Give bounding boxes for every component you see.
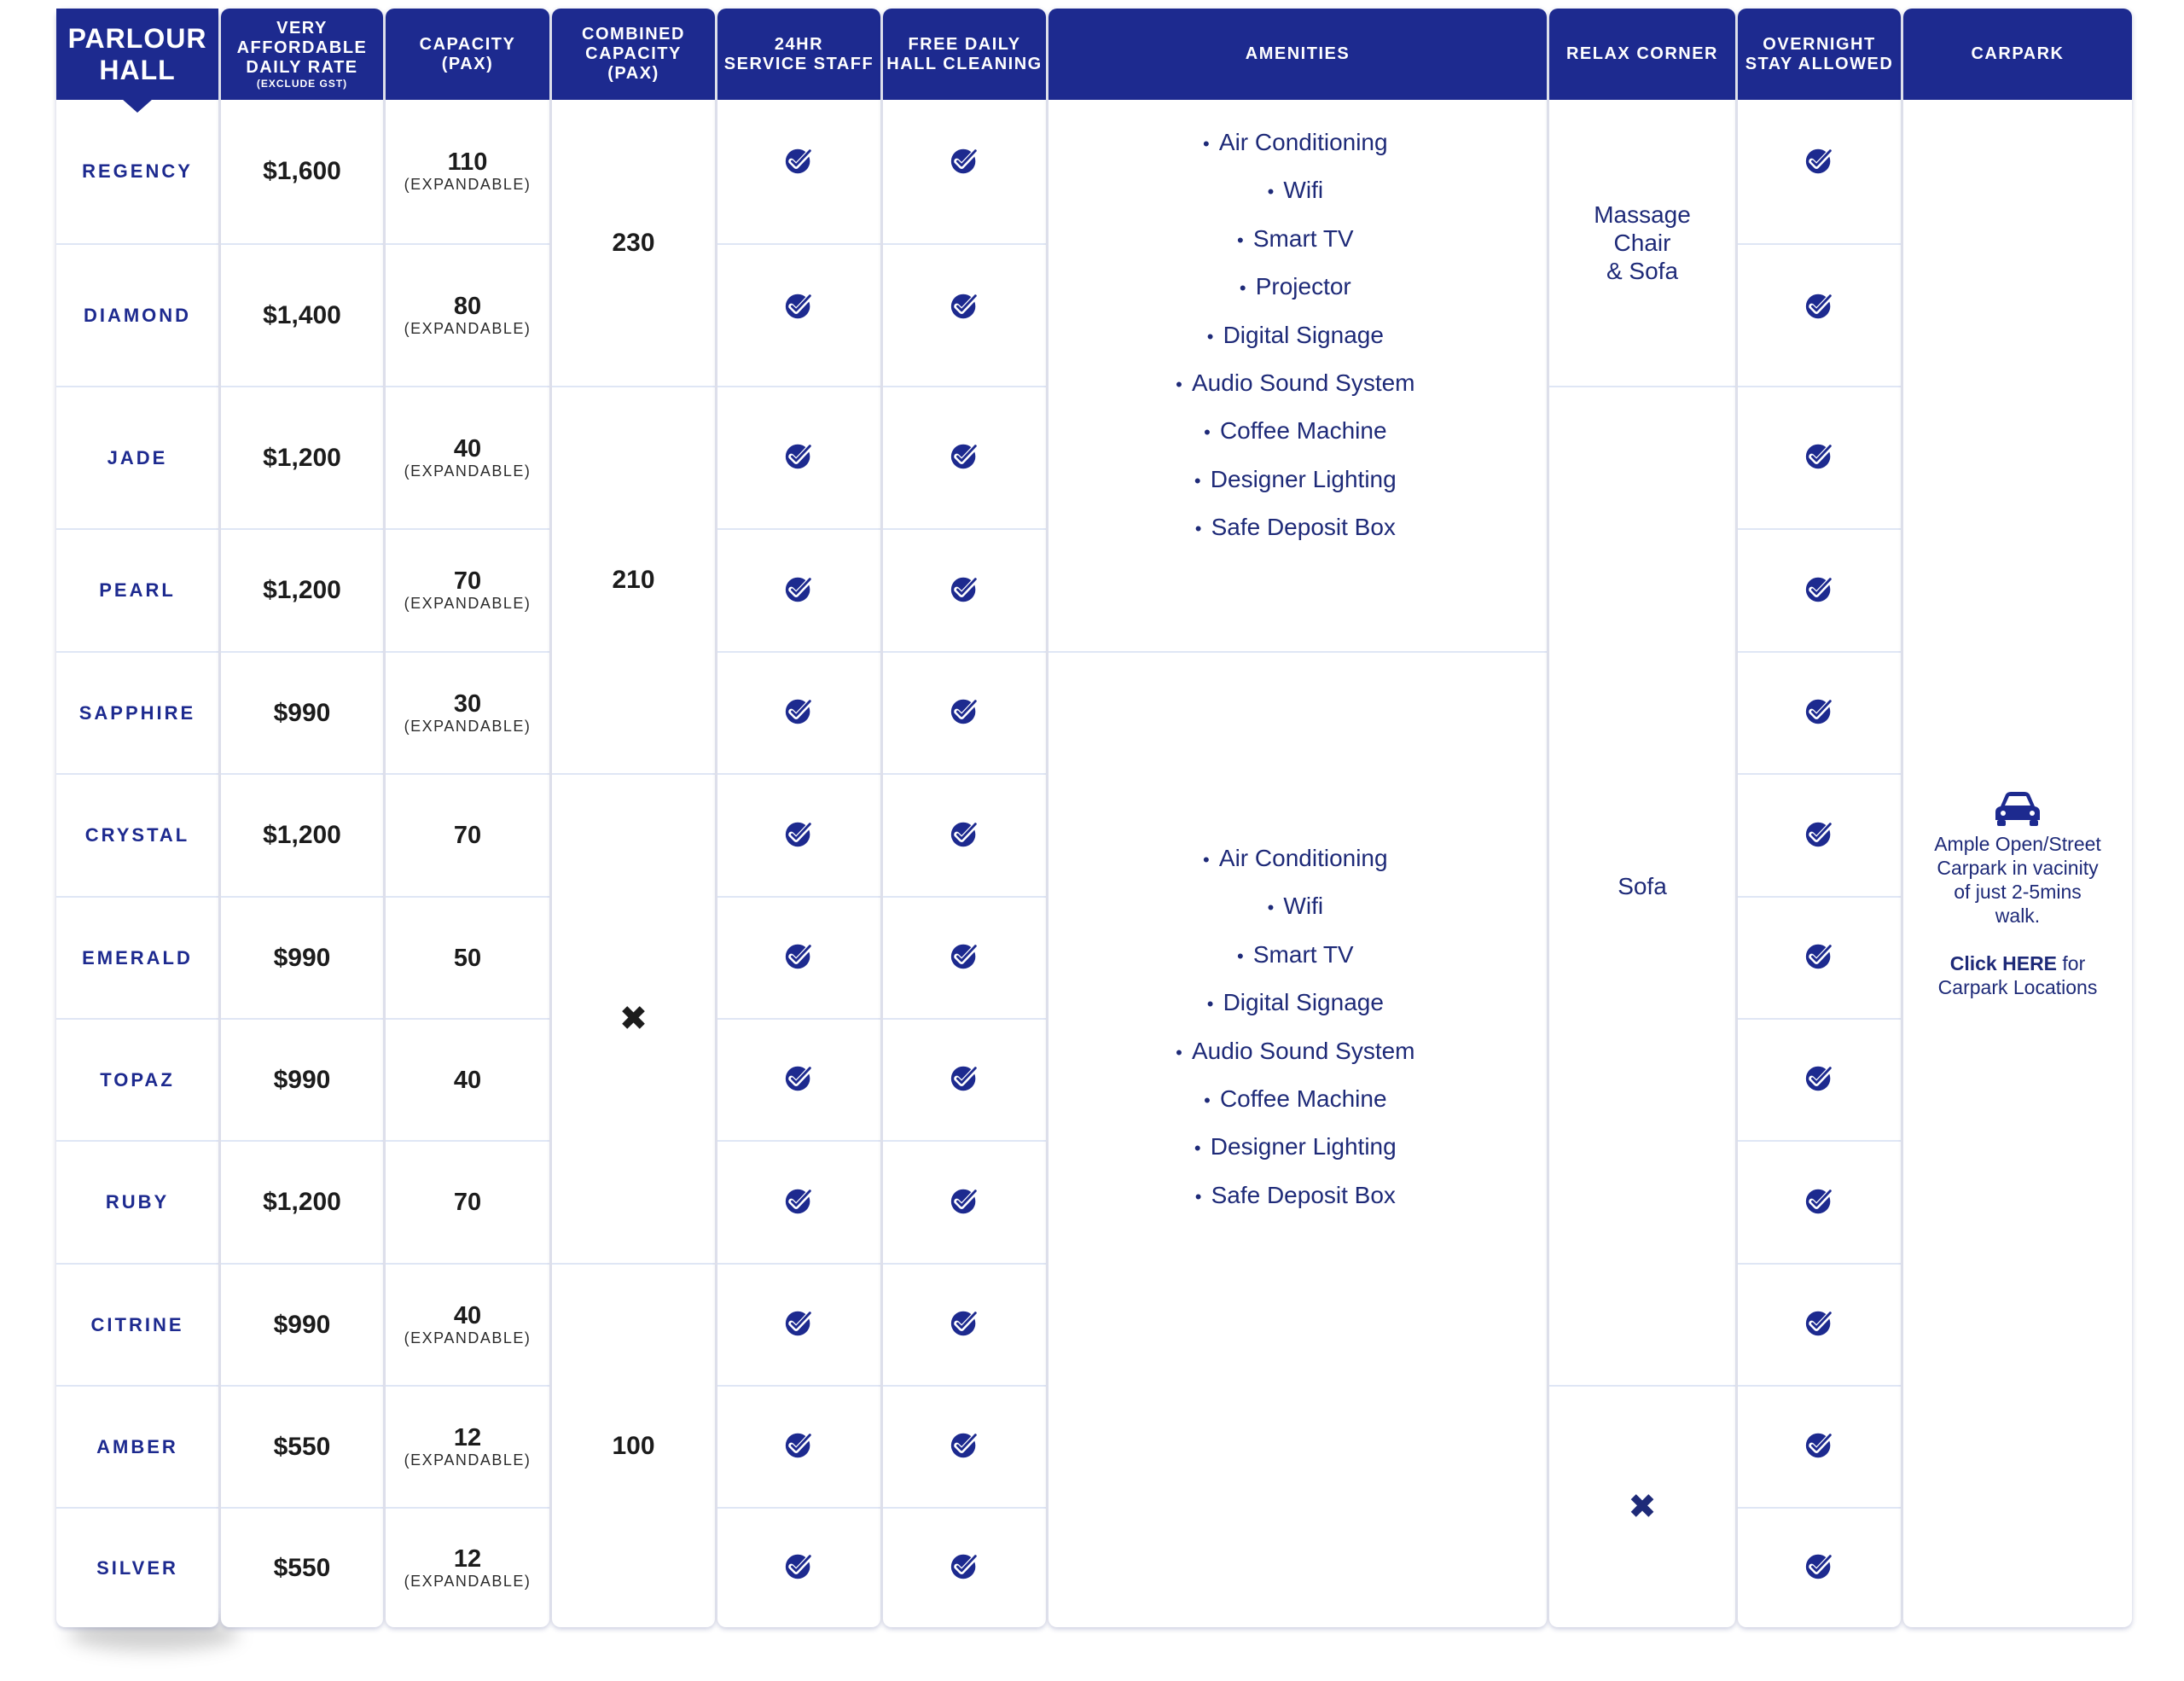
carpark-text: Ample Open/Street — [1934, 833, 2101, 855]
rate-cell — [221, 1018, 383, 1140]
overnight-stay-cell — [1738, 1018, 1901, 1140]
overnight-stay-header-line-2: STAY ALLOWED — [1745, 54, 1894, 73]
capacity-column — [386, 9, 549, 1627]
amenities-header-line-1: AMENITIES — [1245, 44, 1350, 63]
hall-cleaning-cell — [883, 528, 1046, 651]
cross-icon: ✖ — [619, 1000, 648, 1038]
amenity-item: • Digital Signage — [1166, 311, 1415, 359]
daily-rate: $1,200 — [263, 1188, 341, 1216]
check-badge-icon — [949, 1062, 981, 1098]
capacity-value: 12 — [453, 1544, 482, 1573]
parlour-hall-header-line-2: HALL — [99, 54, 176, 85]
check-badge-icon — [783, 939, 816, 976]
rate-cell — [221, 100, 383, 243]
amenities-cell — [1048, 651, 1547, 1627]
hall-cleaning-header-line-1: FREE DAILY — [908, 34, 1021, 54]
parlour-hall-header — [56, 9, 218, 100]
carpark-header-line-1: CARPARK — [1971, 44, 2065, 63]
combined-capacity-value: 210 — [612, 566, 655, 594]
rate-cell — [221, 386, 383, 528]
expandable-note: (EXPANDABLE) — [404, 1451, 531, 1469]
expandable-note: (EXPANDABLE) — [404, 462, 531, 480]
rate-cell — [221, 896, 383, 1018]
hall-row-citrine — [56, 1263, 218, 1385]
parlour-hall-column — [56, 9, 218, 1627]
cross-icon: ✖ — [1628, 1488, 1657, 1526]
overnight-stay-column — [1738, 9, 1901, 1627]
capacity-cell — [386, 243, 549, 386]
amenity-item: • Smart TV — [1166, 215, 1415, 263]
rate-cell — [221, 528, 383, 651]
overnight-stay-cell — [1738, 1140, 1901, 1263]
daily-rate: $990 — [273, 698, 331, 727]
check-badge-icon — [1804, 439, 1836, 476]
hall-cleaning-cell — [883, 386, 1046, 528]
relax-corner-column — [1549, 9, 1735, 1627]
service-staff-cell — [717, 386, 880, 528]
service-staff-cell — [717, 1507, 880, 1627]
check-badge-icon — [1804, 695, 1836, 731]
relax-corner-cell — [1549, 1385, 1735, 1627]
daily-rate: $990 — [273, 1310, 331, 1339]
check-badge-icon — [949, 439, 981, 476]
check-badge-icon — [949, 695, 981, 731]
relax-corner-header — [1549, 9, 1735, 100]
check-badge-icon — [1804, 144, 1836, 181]
relax-corner-text: Chair — [1613, 230, 1671, 256]
check-badge-icon — [783, 289, 816, 326]
capacity-value: 80 — [453, 292, 482, 320]
service-staff-header — [717, 9, 880, 100]
amenity-item: • Coffee Machine — [1166, 1075, 1415, 1123]
hall-cleaning-cell — [883, 896, 1046, 1018]
service-staff-cell — [717, 100, 880, 243]
hall-name: TOPAZ — [100, 1068, 175, 1091]
daily-rate: $990 — [273, 1065, 331, 1094]
combined-capacity-header — [552, 9, 715, 100]
amenity-item: • Digital Signage — [1166, 979, 1415, 1027]
check-badge-icon — [1804, 817, 1836, 854]
hall-cleaning-cell — [883, 1018, 1046, 1140]
carpark-info — [1903, 789, 2132, 999]
check-badge-icon — [783, 695, 816, 731]
relax-corner-text: Sofa — [1618, 873, 1667, 899]
daily-rate-header — [221, 9, 383, 100]
hall-row-pearl — [56, 528, 218, 651]
rate-cell — [221, 1140, 383, 1263]
amenity-item: • Smart TV — [1166, 931, 1415, 979]
overnight-stay-cell — [1738, 100, 1901, 243]
service-staff-column — [717, 9, 880, 1627]
capacity-value: 40 — [453, 434, 482, 462]
combined-capacity-cell — [552, 1263, 715, 1627]
hall-row-regency — [56, 100, 218, 243]
amenity-item: • Air Conditioning — [1166, 835, 1415, 882]
hall-name: SAPPHIRE — [78, 701, 196, 724]
check-badge-icon — [1804, 1428, 1836, 1465]
service-staff-cell — [717, 773, 880, 896]
check-badge-icon — [949, 1184, 981, 1221]
hall-cleaning-cell — [883, 1507, 1046, 1627]
carpark-column — [1903, 9, 2132, 1627]
combined-capacity-header-line-2: CAPACITY — [585, 44, 682, 63]
hall-row-emerald — [56, 896, 218, 1018]
daily-rate-header-line-4: (EXCLUDE GST) — [256, 78, 348, 90]
overnight-stay-cell — [1738, 773, 1901, 896]
parlour-hall-header-line-1: PARLOUR — [67, 22, 207, 54]
combined-capacity-header-line-3: (PAX) — [607, 64, 659, 83]
expandable-note: (EXPANDABLE) — [404, 1329, 531, 1347]
check-badge-icon — [783, 1062, 816, 1098]
hall-cleaning-cell — [883, 1263, 1046, 1385]
capacity-value: 70 — [453, 1189, 482, 1216]
daily-rate-header-line-3: DAILY RATE — [246, 58, 358, 77]
hall-cleaning-cell — [883, 243, 1046, 386]
check-badge-icon — [783, 439, 816, 476]
check-badge-icon — [783, 1306, 816, 1343]
hall-name: DIAMOND — [83, 304, 192, 326]
capacity-value: 50 — [453, 944, 482, 972]
relax-corner-cell — [1549, 100, 1735, 386]
check-badge-icon — [1804, 1184, 1836, 1221]
hall-cleaning-header-line-2: HALL CLEANING — [886, 54, 1043, 73]
relax-corner-header-line-1: RELAX CORNER — [1565, 44, 1718, 63]
overnight-stay-cell — [1738, 243, 1901, 386]
hall-row-amber — [56, 1385, 218, 1507]
check-badge-icon — [783, 1184, 816, 1221]
hall-name: AMBER — [96, 1435, 178, 1457]
hall-name: PEARL — [99, 579, 176, 601]
hall-cleaning-cell — [883, 1140, 1046, 1263]
daily-rate: $550 — [273, 1553, 331, 1582]
check-badge-icon — [1804, 1550, 1836, 1586]
amenity-item: • Air Conditioning — [1166, 119, 1415, 166]
check-badge-icon — [949, 573, 981, 609]
relax-corner-text: & Sofa — [1606, 258, 1679, 284]
hall-name: EMERALD — [82, 946, 193, 968]
check-badge-icon — [949, 817, 981, 854]
check-badge-icon — [949, 1550, 981, 1586]
service-staff-cell — [717, 1140, 880, 1263]
check-badge-icon — [783, 1550, 816, 1586]
check-badge-icon — [783, 1428, 816, 1465]
amenity-item: • Audio Sound System — [1166, 1027, 1415, 1075]
combined-capacity-value: 100 — [612, 1431, 655, 1460]
capacity-cell — [386, 1018, 549, 1140]
check-badge-icon — [783, 144, 816, 181]
hall-row-ruby — [56, 1140, 218, 1263]
daily-rate: $1,400 — [263, 300, 341, 329]
rate-cell — [221, 1507, 383, 1627]
capacity-value: 70 — [453, 822, 482, 849]
capacity-cell — [386, 528, 549, 651]
rate-cell — [221, 773, 383, 896]
carpark-text: of just 2-5mins — [1954, 881, 2082, 903]
combined-capacity-cell — [552, 773, 715, 1263]
amenities-column — [1048, 9, 1547, 1627]
carpark-link-line — [1903, 951, 2132, 975]
check-badge-icon — [783, 573, 816, 609]
check-badge-icon — [1804, 1062, 1836, 1098]
amenity-item: • Safe Deposit Box — [1166, 1172, 1415, 1219]
hall-cleaning-cell — [883, 773, 1046, 896]
check-badge-icon — [1804, 939, 1836, 976]
check-badge-icon — [783, 817, 816, 854]
overnight-stay-header — [1738, 9, 1901, 100]
rate-cell — [221, 1263, 383, 1385]
service-staff-cell — [717, 651, 880, 773]
capacity-header — [386, 9, 549, 100]
overnight-stay-cell — [1738, 528, 1901, 651]
daily-rate-header-line-2: AFFORDABLE — [236, 38, 368, 57]
expandable-note: (EXPANDABLE) — [404, 176, 531, 193]
daily-rate: $990 — [273, 943, 331, 972]
hall-cleaning-cell — [883, 1385, 1046, 1507]
hall-row-diamond — [56, 243, 218, 386]
expandable-note: (EXPANDABLE) — [404, 717, 531, 735]
service-staff-cell — [717, 1263, 880, 1385]
capacity-value: 12 — [453, 1423, 482, 1451]
daily-rate: $1,200 — [263, 576, 341, 604]
daily-rate: $1,200 — [263, 821, 341, 849]
capacity-value: 40 — [453, 1066, 482, 1094]
amenity-item: • Designer Lighting — [1166, 456, 1415, 503]
overnight-stay-cell — [1738, 1385, 1901, 1507]
rate-cell — [221, 651, 383, 773]
relax-corner-cell — [1549, 386, 1735, 1385]
expandable-note: (EXPANDABLE) — [404, 595, 531, 612]
hall-name: JADE — [107, 446, 168, 468]
daily-rate: $1,600 — [263, 157, 341, 185]
combined-capacity-header-line-1: COMBINED — [582, 25, 685, 44]
capacity-cell — [386, 896, 549, 1018]
service-staff-cell — [717, 1385, 880, 1507]
hall-row-sapphire — [56, 651, 218, 773]
expandable-note: (EXPANDABLE) — [404, 1572, 531, 1590]
expandable-note: (EXPANDABLE) — [404, 319, 531, 337]
amenity-item: • Projector — [1166, 263, 1415, 311]
check-badge-icon — [1804, 289, 1836, 326]
hall-cleaning-cell — [883, 651, 1046, 773]
hall-cleaning-cell — [883, 100, 1046, 243]
service-staff-cell — [717, 896, 880, 1018]
capacity-header-line-2: (PAX) — [441, 54, 494, 73]
combined-capacity-value: 230 — [612, 228, 655, 257]
overnight-stay-cell — [1738, 386, 1901, 528]
amenity-item: • Wifi — [1166, 166, 1415, 214]
capacity-value: 30 — [453, 689, 482, 718]
capacity-cell — [386, 1507, 549, 1627]
overnight-stay-cell — [1738, 896, 1901, 1018]
amenities-list — [1166, 119, 1415, 552]
amenities-cell — [1048, 100, 1547, 651]
daily-rate-header-line-1: VERY — [276, 19, 328, 38]
carpark-link-suffix: for — [2057, 952, 2086, 974]
overnight-stay-cell — [1738, 1263, 1901, 1385]
hall-name: CRYSTAL — [84, 824, 190, 846]
capacity-cell — [386, 651, 549, 773]
hall-name: SILVER — [96, 1556, 178, 1579]
hall-name: REGENCY — [82, 160, 193, 182]
combined-capacity-column — [552, 9, 715, 1627]
daily-rate-column — [221, 9, 383, 1627]
capacity-value: 40 — [453, 1301, 482, 1329]
hall-row-crystal — [56, 773, 218, 896]
hall-name: CITRINE — [90, 1313, 184, 1335]
amenity-item: • Coffee Machine — [1166, 407, 1415, 455]
hall-cleaning-column — [883, 9, 1046, 1627]
carpark-locations-link[interactable]: Click HERE — [1949, 952, 2058, 974]
service-staff-header-line-2: SERVICE STAFF — [723, 54, 874, 73]
amenity-item: • Wifi — [1166, 882, 1415, 930]
check-badge-icon — [949, 289, 981, 326]
hall-row-topaz — [56, 1018, 218, 1140]
hall-row-jade — [56, 386, 218, 528]
daily-rate: $550 — [273, 1432, 331, 1461]
check-badge-icon — [949, 939, 981, 976]
hall-row-silver — [56, 1507, 218, 1627]
carpark-text: Carpark in vacinity — [1937, 857, 2099, 879]
amenities-header — [1048, 9, 1547, 100]
rate-cell — [221, 1385, 383, 1507]
carpark-header — [1903, 9, 2132, 100]
capacity-cell — [386, 773, 549, 896]
amenities-list — [1166, 835, 1415, 1219]
carpark-last-line: Carpark Locations — [1937, 976, 2098, 998]
overnight-stay-cell — [1738, 651, 1901, 773]
combined-capacity-cell — [552, 100, 715, 386]
capacity-value: 70 — [453, 567, 482, 595]
capacity-header-line-1: CAPACITY — [419, 34, 516, 54]
overnight-stay-cell — [1738, 1507, 1901, 1627]
hall-name: RUBY — [105, 1191, 170, 1213]
amenity-item: • Audio Sound System — [1166, 359, 1415, 407]
capacity-cell — [386, 1385, 549, 1507]
carpark-spacer — [1903, 928, 2132, 951]
check-badge-icon — [1804, 573, 1836, 609]
capacity-cell — [386, 386, 549, 528]
capacity-cell — [386, 100, 549, 243]
combined-capacity-cell — [552, 386, 715, 773]
hall-cleaning-header — [883, 9, 1046, 100]
capacity-cell — [386, 1140, 549, 1263]
carpark-text: walk. — [1995, 904, 2041, 927]
check-badge-icon — [949, 144, 981, 181]
amenity-item: • Designer Lighting — [1166, 1123, 1415, 1171]
capacity-value: 110 — [447, 148, 488, 176]
check-badge-icon — [949, 1428, 981, 1465]
service-staff-header-line-1: 24HR — [774, 34, 824, 54]
overnight-stay-header-line-1: OVERNIGHT — [1763, 34, 1876, 54]
daily-rate: $1,200 — [263, 443, 341, 472]
check-badge-icon — [949, 1306, 981, 1343]
service-staff-cell — [717, 243, 880, 386]
service-staff-cell — [717, 528, 880, 651]
car-icon — [1903, 789, 2132, 832]
rate-cell — [221, 243, 383, 386]
capacity-cell — [386, 1263, 549, 1385]
relax-corner-text: Massage — [1594, 201, 1691, 228]
service-staff-cell — [717, 1018, 880, 1140]
check-badge-icon — [1804, 1306, 1836, 1343]
amenity-item: • Safe Deposit Box — [1166, 503, 1415, 551]
